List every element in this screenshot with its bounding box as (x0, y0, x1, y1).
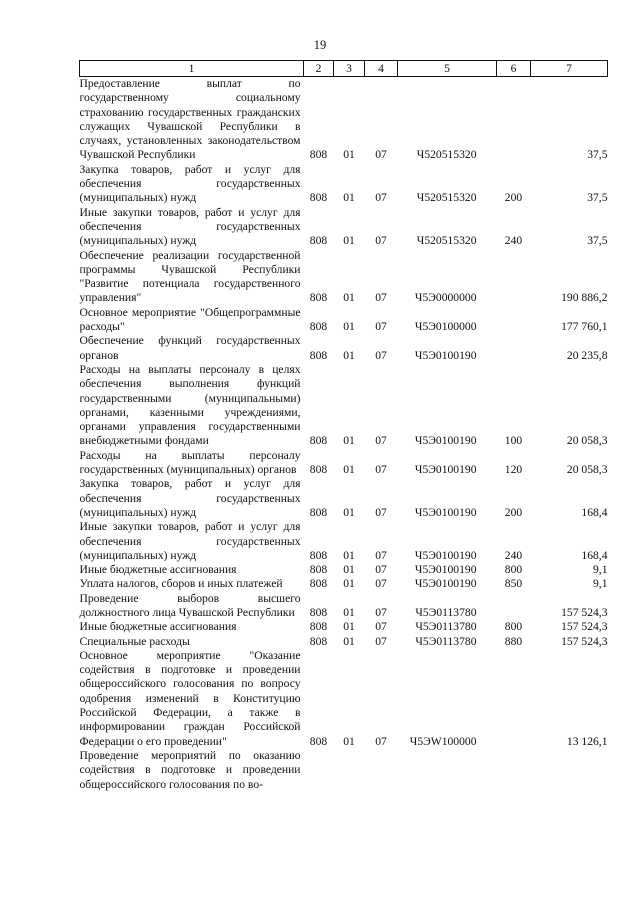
row-section-code: 01 (343, 634, 355, 648)
row-subsection-code: 07 (375, 463, 387, 477)
row-subsection-code: 07 (375, 577, 387, 591)
row-amount: 9,1 (593, 563, 608, 577)
row-expense-type: 800 (504, 620, 523, 634)
row-expense-type: 200 (504, 191, 523, 205)
row-amount: 37,5 (587, 234, 608, 248)
row-ministry-code: 808 (309, 620, 328, 634)
row-amount: 37,5 (587, 191, 608, 205)
row-expense-type: 240 (504, 548, 523, 562)
row-expense-type: 880 (504, 634, 523, 648)
row-subsection-code: 07 (375, 434, 387, 448)
row-subsection-code: 07 (375, 548, 387, 562)
row-ministry-code: 808 (309, 320, 328, 334)
row-expense-type (497, 334, 531, 363)
budget-table (79, 60, 608, 792)
row-target-article (398, 749, 497, 792)
table-row (80, 206, 608, 249)
row-description: Предоставление выплат по государственному социальному страхованию государственных гражданских служащих Чувашской Республики в случаях, установленных законодательством Чувашской Республики (79, 77, 301, 162)
row-description: Обеспечение реализации государственной программы Чувашской Республики "Развитие потенциала государственного управления" (79, 248, 301, 305)
row-target-article: Ч5Э0113780 (415, 605, 477, 619)
row-ministry-code: 808 (309, 548, 328, 562)
column-header-4: 4 (365, 61, 398, 77)
row-target-article: Ч5Э0100190 (414, 505, 477, 519)
row-section-code: 01 (343, 191, 355, 205)
row-expense-type: 100 (504, 434, 523, 448)
row-ministry-code: 808 (309, 505, 328, 519)
row-ministry-code: 808 (309, 148, 328, 162)
table-row (80, 620, 608, 634)
table-row (80, 249, 608, 306)
row-expense-type: 850 (504, 577, 523, 591)
row-target-article: Ч5Э0100190 (414, 463, 477, 477)
table-row (80, 749, 608, 792)
column-header-3: 3 (334, 61, 365, 77)
row-amount: 177 760,1 (561, 320, 608, 334)
row-ministry-code: 808 (309, 234, 328, 248)
table-row (80, 649, 608, 749)
table-row (80, 563, 608, 577)
row-subsection-code: 07 (375, 191, 387, 205)
row-subsection-code: 07 (375, 605, 387, 619)
column-header-2: 2 (304, 61, 334, 77)
table-body (80, 77, 608, 792)
row-subsection-code: 07 (375, 148, 387, 162)
table-row (80, 306, 608, 335)
row-description: Специальные расходы (79, 634, 190, 648)
row-subsection-code: 07 (375, 734, 387, 748)
row-subsection-code: 07 (375, 320, 387, 334)
row-description: Основное мероприятие "Общепрограммные расходы" (79, 305, 301, 334)
row-description: Иные закупки товаров, работ и услуг для обеспечения государственных (муниципальных) нужд (79, 205, 301, 248)
row-ministry-code: 808 (309, 291, 328, 305)
row-amount: 9,1 (593, 577, 608, 591)
row-amount: 13 126,1 (566, 734, 608, 748)
row-amount (531, 749, 608, 792)
table-row (80, 477, 608, 520)
row-ministry-code: 808 (309, 734, 328, 748)
row-description: Проведение мероприятий по оказанию содействия в подготовке и проведении общероссийского голосования по во- (79, 748, 301, 791)
page-number: 19 (313, 38, 327, 52)
row-section-code: 01 (343, 148, 355, 162)
row-description: Основное мероприятие "Оказание содействия в подготовке и проведении общероссийского голосования по вопросу одобрения изменений в Конституцию Российской Федерации, а также в информировании граждан Российской Федерации о его проведении" (79, 648, 301, 748)
row-subsection-code (365, 749, 398, 792)
row-section-code: 01 (343, 605, 355, 619)
row-description: Иные бюджетные ассигнования (79, 620, 237, 634)
row-target-article: Ч5Э0000000 (414, 291, 477, 305)
row-target-article: Ч5Э0100190 (414, 548, 477, 562)
row-expense-type: 200 (504, 505, 523, 519)
row-ministry-code: 808 (309, 634, 328, 648)
row-amount: 190 886,2 (561, 291, 608, 305)
row-expense-type (497, 592, 531, 621)
row-target-article: Ч5ЭW100000 (409, 734, 477, 748)
column-header-7: 7 (531, 61, 608, 77)
row-ministry-code: 808 (309, 463, 328, 477)
table-row (80, 635, 608, 649)
table-row (80, 520, 608, 563)
row-expense-type: 800 (504, 563, 523, 577)
row-amount: 20 058,3 (566, 463, 608, 477)
row-description: Обеспечение функций государственных органов (79, 334, 301, 362)
row-section-code: 01 (343, 548, 355, 562)
row-description: Иные бюджетные ассигнования (79, 563, 237, 577)
table-row (80, 592, 608, 621)
row-section-code: 01 (343, 434, 355, 448)
row-section-code: 01 (343, 577, 355, 591)
row-target-article: Ч5Э0113780 (415, 634, 477, 648)
row-section-code: 01 (343, 291, 355, 305)
row-ministry-code: 808 (309, 191, 328, 205)
row-ministry-code (304, 749, 334, 792)
row-ministry-code: 808 (309, 577, 328, 591)
row-description: Расходы на выплаты персоналу государственных (муниципальных) органов (79, 448, 301, 477)
row-section-code: 01 (343, 563, 355, 577)
row-section-code: 01 (343, 234, 355, 248)
row-subsection-code: 07 (375, 563, 387, 577)
row-amount: 157 524,3 (561, 620, 608, 634)
row-expense-type (497, 249, 531, 306)
row-target-article: Ч5Э0100190 (414, 563, 477, 577)
table-row (80, 577, 608, 591)
row-description: Иные закупки товаров, работ и услуг для обеспечения государственных (муниципальных) нужд (79, 520, 301, 562)
table-row (80, 449, 608, 478)
row-target-article: Ч5Э0100190 (414, 434, 477, 448)
row-subsection-code: 07 (375, 505, 387, 519)
row-section-code (334, 749, 365, 792)
row-target-article: Ч520515320 (416, 234, 477, 248)
row-subsection-code: 07 (375, 620, 387, 634)
row-ministry-code: 808 (309, 563, 328, 577)
row-ministry-code: 808 (309, 434, 328, 448)
row-amount: 168,4 (581, 505, 608, 519)
row-section-code: 01 (343, 620, 355, 634)
row-amount: 37,5 (587, 148, 608, 162)
table-row (80, 334, 608, 363)
row-target-article: Ч5Э0100000 (414, 320, 477, 334)
row-target-article: Ч520515320 (416, 148, 477, 162)
row-target-article: Ч5Э0100190 (414, 577, 477, 591)
row-section-code: 01 (343, 505, 355, 519)
row-expense-type (497, 749, 531, 792)
row-subsection-code: 07 (375, 634, 387, 648)
row-amount: 157 524,3 (561, 605, 608, 619)
row-description: Закупка товаров, работ и услуг для обеспечения государственных (муниципальных) нужд (79, 162, 301, 205)
row-subsection-code: 07 (375, 291, 387, 305)
row-section-code: 01 (343, 463, 355, 477)
row-section-code: 01 (343, 734, 355, 748)
row-description: Проведение выборов высшего должностного лица Чувашской Республики (79, 591, 301, 619)
row-expense-type: 120 (504, 463, 523, 477)
row-amount: 168,4 (581, 548, 608, 562)
table-row (80, 163, 608, 206)
row-target-article: Ч520515320 (416, 191, 477, 205)
column-header-1: 1 (80, 61, 304, 77)
row-section-code: 01 (343, 320, 355, 334)
row-expense-type (497, 649, 531, 749)
row-expense-type (497, 306, 531, 335)
table-row (80, 77, 608, 163)
row-subsection-code: 07 (375, 348, 387, 362)
row-expense-type: 240 (504, 234, 523, 248)
row-amount: 20 235,8 (566, 348, 608, 362)
row-ministry-code: 808 (309, 605, 328, 619)
table-header (80, 61, 608, 77)
row-amount: 20 058,3 (566, 434, 608, 448)
row-section-code: 01 (343, 348, 355, 362)
row-description: Закупка товаров, работ и услуг для обеспечения государственных (муниципальных) нужд (79, 477, 301, 519)
header-row (80, 61, 608, 77)
row-description: Расходы на выплаты персоналу в целях обеспечения выполнения функций государственными (муниципальными) органами, казенными учреждениями, органами управления государственными внебюджетными фондами (79, 362, 301, 448)
row-target-article: Ч5Э0100190 (414, 348, 477, 362)
column-header-5: 5 (398, 61, 497, 77)
row-expense-type (497, 77, 531, 163)
row-target-article: Ч5Э0113780 (415, 620, 477, 634)
column-header-6: 6 (497, 61, 531, 77)
row-ministry-code: 808 (309, 348, 328, 362)
table-row (80, 363, 608, 449)
row-description: Уплата налогов, сборов и иных платежей (79, 577, 283, 591)
row-amount: 157 524,3 (561, 634, 608, 648)
row-subsection-code: 07 (375, 234, 387, 248)
